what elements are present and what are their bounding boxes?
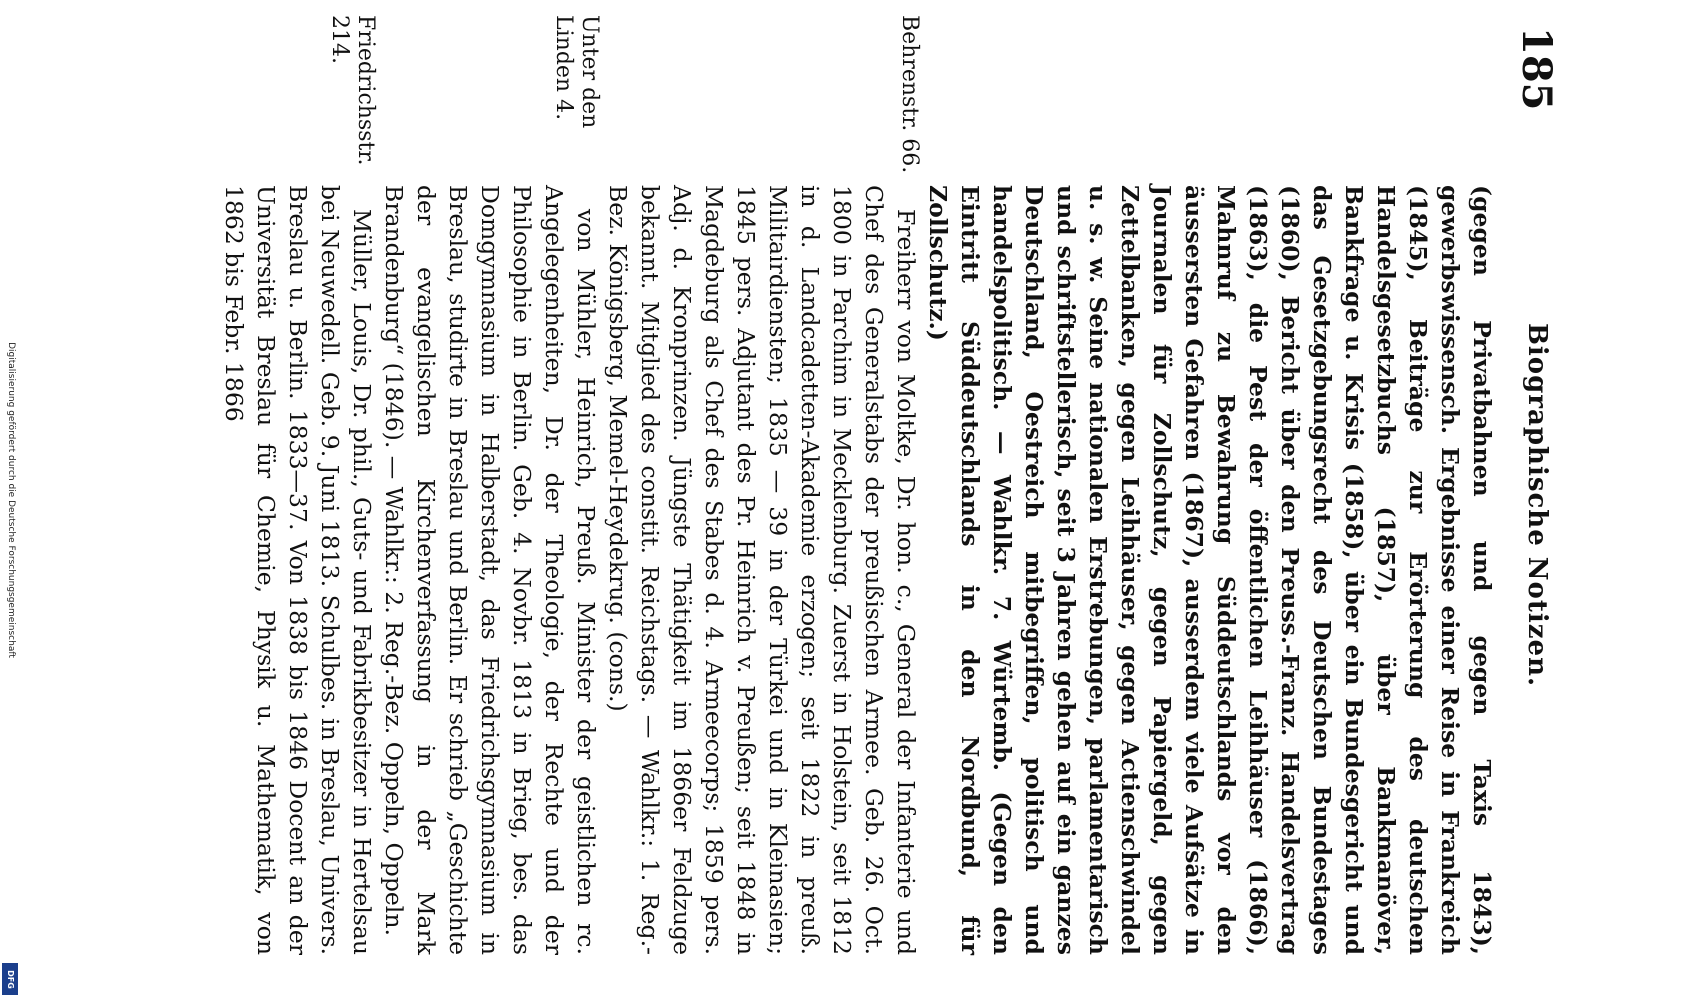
entry-address: Friedrichsstr. 214. (327, 15, 378, 166)
dfg-logo-text: DFG (5, 969, 15, 989)
biography-entry-moltke (602, 15, 922, 995)
page-number: 185 (1513, 27, 1560, 111)
biography-entry-continuation (922, 15, 1498, 995)
entry-text: von Mühler, Heinrich, Preuß. Minister der geistlichen rc. Angelegenheiten, Dr. der Theologie, der Rechte und der Philosophie in Berlin. Geb. 4. Novbr. 1813 in Brieg, bes. das Domgymnasium in Halberstadt, das Friedrichsgymnasium in Breslau, studirte in Breslau und Berlin. Er schrieb „Geschichte der evangelischen Kirchenverfassung in der Mark Brandenburg“ (1846). — Wahlkr.: 2. Reg.-Bez. Oppeln, Oppeln. (380, 185, 600, 955)
entry-address: Behrenstr. 66. (897, 15, 922, 174)
entry-text: (gegen Privatbahnen und gegen Taxis 1843), gewerbswissensch. Ergebnisse einer Reise in Frankreich (1845), Beiträge zur Erörterung des deutschen Handelsgesetzbuchs (1857), über Bankmanöver, Bankfrage u. Krisis (1858), über ein Bundesgericht und das Gesetzgebungsrecht des Deutschen Bundestages (1860), Bericht über den Preuss.-Franz. Handelsvertrag (1863), die Pest der öffentlichen Leihhäuser (1866), Mahnruf zu Bewahrung Süddeutschlands vor den äussersten Gefahren (1867), ausserdem viele Aufsätze in Journalen für Zollschutz, gegen Papiergeld, gegen Zettelbanken, gegen Leihhäuser, gegen Actienschwindel u. s. w. Seine nationalen Erstrebungen, parlamentarisch und schriftstellerisch, seit 3 Jahren gehen auf ein ganzes Deutschland, Oestreich mitbegriffen, politisch und handelspolitisch. — Wahlkr. 7. Würtemb. (Gegen den Eintritt Süddeutschlands in den Nordbund, für Zollschutz.) (924, 185, 1496, 955)
entry-text: Müller, Louis, Dr. phil., Guts- und Fabrikbesitzer in Hertelsau bei Neuwedell. Geb. 9. Juni 1813. Schulbes. in Breslau, Univers. Breslau u. Berlin. 1833—37. Von 1838 bis 1846 Docent an der Universität Breslau für Chemie, Physik u. Mathematik, von 1862 bis Febr. 1866 (220, 185, 376, 955)
biography-entry-muehler (378, 15, 602, 995)
running-head: Biographische Notizen. (1522, 322, 1552, 688)
scanned-page (70, 15, 1570, 995)
biography-entry-mueller (218, 15, 378, 995)
dfg-logo (2, 963, 18, 995)
entry-text: Freiherr von Moltke, Dr. hon. c., General der Infanterie und Chef des Generalstabs der preußischen Armee. Geb. 26. Oct. 1800 in Parchim in Mecklenburg. Zuerst in Holstein, seit 1812 in d. Landcadetten-Akademie erzogen; seit 1822 in preuß. Militairdiensten; 1835 — 39 in der Türkei und in Kleinasien; 1845 pers. Adjutant des Pr. Heinrich v. Preußen; seit 1848 in Magdeburg als Chef des Stabes d. 4. Armeecorps; 1859 pers. Adj. d. Kronprinzen. Jüngste Thätigkeit im 1866er Feldzuge bekannt. Mitglied des constit. Reichstags. — Wahlkr.: 1. Reg.-Bez. Königsberg, Memel-Heydekrug. (cons.) (604, 185, 920, 955)
digitization-credit (2, 0, 20, 1000)
page-body (218, 15, 1498, 995)
digitization-credit-text: Digitalisierung gefördert durch die Deutsche Forschungsgemeinschaft (6, 342, 17, 658)
entry-address: Unter den Linden 4. (551, 15, 602, 129)
page-header (1506, 15, 1570, 995)
